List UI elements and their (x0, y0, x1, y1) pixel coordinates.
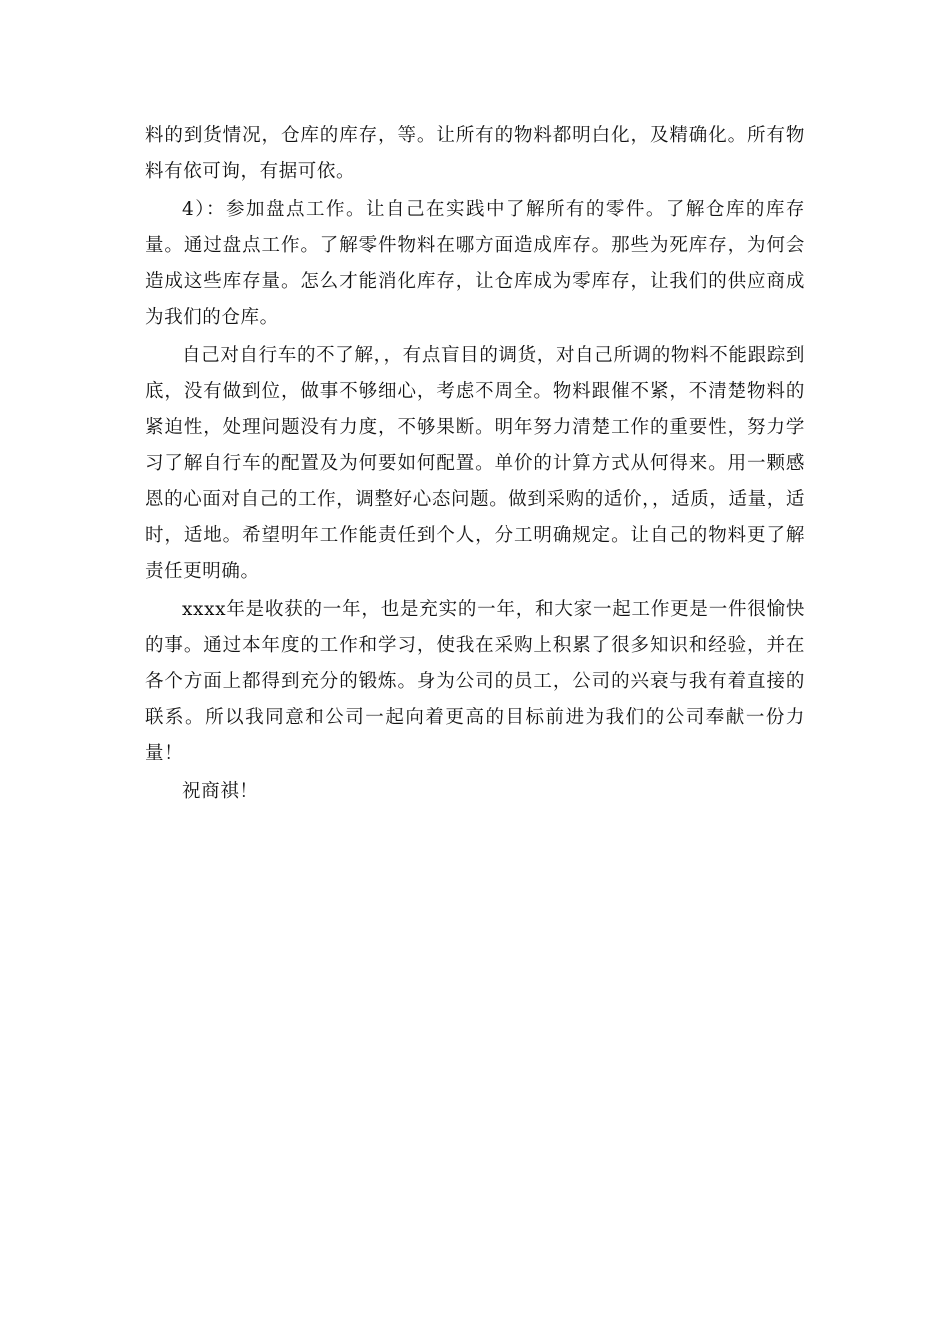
paragraph-2: 4）：参加盘点工作。让自己在实践中了解所有的零件。了解仓库的库存量。通过盘点工作。了解零件物料在哪方面造成库存。那些为死库存，为何会造成这些库存量。怎么才能消化库存，让仓库成为零库存，让我们的供应商成为我们的仓库。 (145, 199, 805, 328)
paragraph-3: 自己对自行车的不了解，，有点盲目的调货，对自己所调的物料不能跟踪到底，没有做到位，做事不够细心，考虑不周全。物料跟催不紧，不清楚物料的紧迫性，处理问题没有力度，不够果断。明年努力清楚工作的重要性，努力学习了解自行车的配置及为何要如何配置。单价的计算方式从何得来。用一颗感恩的心面对自己的工作，调整好心态问题。做到采购的适价，，适质，适量，适时，适地。希望明年工作能责任到个人，分工明确规定。让自己的物料更了解责任更明确。 (145, 345, 805, 582)
paragraph-1: 料的到货情况，仓库的库存，等。让所有的物料都明白化，及精确化。所有物料有依可询，有据可依。 (145, 125, 805, 182)
document-body (145, 118, 805, 812)
closing-salutation: 祝商祺！ (182, 781, 259, 802)
paragraph-4: xxxx年是收获的一年，也是充实的一年，和大家一起工作更是一件很愉快的事。通过本年度的工作和学习，使我在采购上积累了很多知识和经验，并在各个方面上都得到充分的锻炼。身为公司的员工，公司的兴衰与我有着直接的联系。所以我同意和公司一起向着更高的目标前进为我们的公司奉献一份力量！ (145, 599, 805, 764)
